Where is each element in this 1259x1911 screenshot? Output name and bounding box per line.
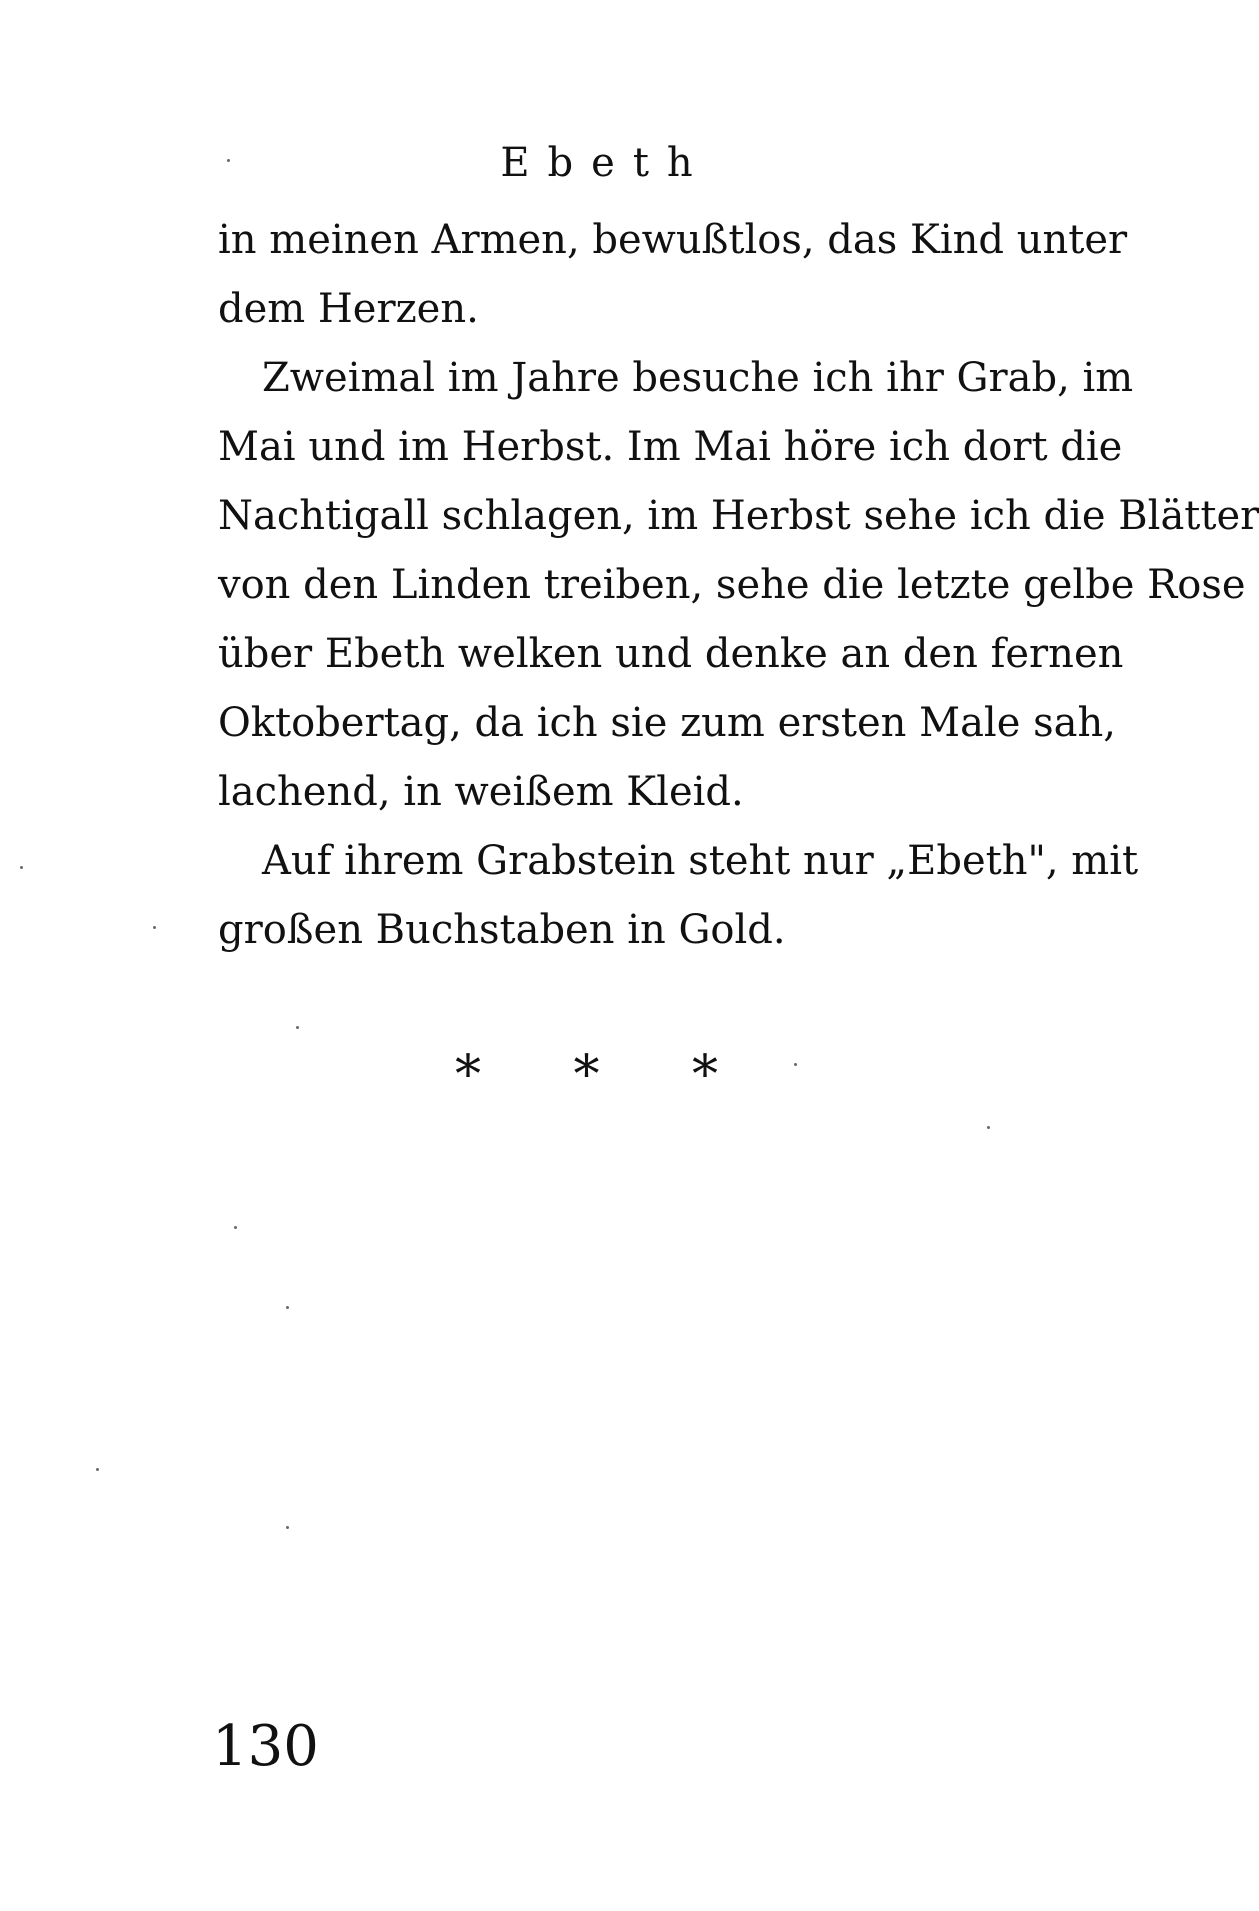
scan-speck: [234, 1226, 237, 1229]
paragraph: [218, 206, 1128, 344]
section-break-asterisks: * * *: [454, 1045, 757, 1105]
text-line: Nachtigall schlagen, im Herbst sehe ich die Blätter: [218, 493, 1259, 539]
scan-speck: [296, 1026, 299, 1029]
scan-speck: [286, 1526, 289, 1529]
text-line: lachend, in weißem Kleid.: [218, 769, 744, 815]
paragraph: [218, 344, 1259, 827]
body-text: [218, 206, 1259, 965]
scan-speck: [794, 1063, 797, 1066]
text-line: in meinen Armen, bewußtlos, das Kind unter: [218, 217, 1128, 263]
scan-speck: [20, 866, 23, 869]
text-line: Oktobertag, da ich sie zum ersten Male sah,: [218, 700, 1116, 746]
text-line: Zweimal im Jahre besuche ich ihr Grab, im: [262, 355, 1134, 401]
running-head: Ebeth: [500, 140, 711, 186]
page-number: 130: [212, 1714, 319, 1779]
text-line: dem Herzen.: [218, 286, 479, 332]
scan-speck: [96, 1468, 99, 1471]
text-line: großen Buchstaben in Gold.: [218, 907, 786, 953]
text-line: über Ebeth welken und denke an den fernen: [218, 631, 1124, 677]
scan-speck: [153, 926, 156, 929]
paragraph: [218, 827, 1139, 965]
scan-speck: [987, 1126, 990, 1129]
scan-speck: [227, 159, 230, 162]
text-line: von den Linden treiben, sehe die letzte gelbe Rose: [218, 562, 1246, 608]
text-line: Mai und im Herbst. Im Mai höre ich dort die: [218, 424, 1123, 470]
text-line: Auf ihrem Grabstein steht nur „Ebeth", mit: [262, 838, 1139, 884]
scan-speck: [286, 1306, 289, 1309]
